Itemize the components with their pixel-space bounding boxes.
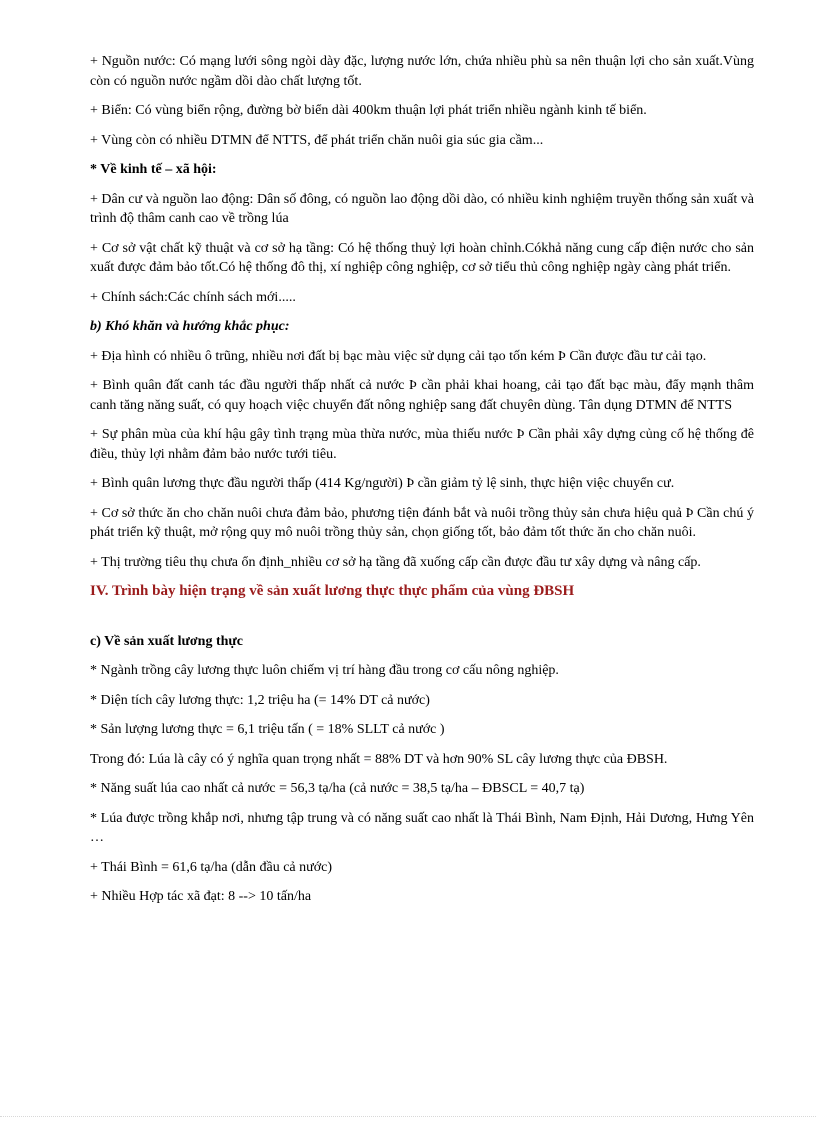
paragraph-rice-importance: Trong đó: Lúa là cây có ý nghĩa quan trọng nhất = 88% DT và hơn 90% SL cây lương thực của ĐBSH.	[90, 751, 668, 767]
paragraph-food-per-capita: + Bình quân lương thực đầu người thấp (414 Kg/người) Þ cần giảm tỷ lệ sinh, thực hiện việc chuyển cư.	[90, 476, 675, 491]
paragraph-sea: + Biển: Có vùng biển rộng, đường bờ biển dài 400km thuận lợi phát triển nhiều ngành kinh tế biển.	[90, 103, 647, 118]
page-bottom-divider	[0, 1116, 816, 1117]
paragraph-climate: + Sự phân mùa của khí hậu gây tình trạng mùa thừa nước, mùa thiếu nước Þ Cần phải xây dựng củng cố hệ thống đê điều, thủy lợi nhằm đảm bảo nước tưới tiêu.	[90, 427, 754, 462]
section-heading-socioeconomic: * Về kinh tế – xã hội:	[90, 162, 217, 177]
subsection-heading-food: c) Về sản xuất lương thực	[90, 633, 244, 649]
spacer	[90, 612, 754, 632]
paragraph-thai-binh: + Thái Bình = 61,6 tạ/ha (dẫn đầu cả nước)	[90, 859, 333, 875]
paragraph-cooperatives: + Nhiều Hợp tác xã đạt: 8 --> 10 tấn/ha	[90, 889, 312, 904]
paragraph-land-per-capita: + Bình quân đất canh tác đầu người thấp nhất cả nước Þ cần phải khai hoang, cải tạo đất bạc màu, đẩy mạnh thâm canh tăng năng suất, có quy hoạch việc chuyển đất nông nghiệp sang đất chuyên dùng. Tân dụng DTMN để NTTS	[90, 378, 754, 413]
document-page	[90, 52, 754, 917]
paragraph-area: * Diện tích cây lương thực: 1,2 triệu ha (= 14% DT cả nước)	[90, 692, 430, 708]
paragraph-crop-ranking: * Ngành trồng cây lương thực luôn chiếm vị trí hàng đầu trong cơ cấu nông nghiệp.	[90, 663, 559, 678]
paragraph-population-labor: + Dân cư và nguồn lao động: Dân số đông, có nguồn lao động dồi dào, có nhiều kinh nghiệm truyền thống sản xuất và trình độ thâm canh cao về trồng lúa	[90, 191, 754, 226]
paragraph-market: + Thị trường tiêu thụ chưa ổn định_nhiều cơ sở hạ tầng đã xuống cấp cần được đầu tư xây dựng và nâng cấp.	[90, 554, 701, 570]
paragraph-terrain: + Địa hình có nhiều ô trũng, nhiều nơi đất bị bạc màu việc sử dụng cải tạo tốn kém Þ Cần được đầu tư cải tạo.	[90, 348, 707, 364]
section-heading-difficulties: b) Khó khăn và hướng khắc phục:	[90, 319, 290, 334]
paragraph-policy: + Chính sách:Các chính sách mới.....	[90, 289, 296, 305]
paragraph-output: * Sản lượng lương thực = 6,1 triệu tấn ( = 18% SLLT cả nước )	[90, 722, 445, 737]
paragraph-water-source: + Nguồn nước: Có mạng lưới sông ngòi dày đặc, lượng nước lớn, chứa nhiều phù sa nên thuận lợi cho sản xuất.Vùng còn có nguồn nước ngầm dồi dào chất lượng tốt.	[90, 54, 754, 89]
paragraph-infrastructure: + Cơ sở vật chất kỹ thuật và cơ sở hạ tầng: Có hệ thống thuỷ lợi hoàn chỉnh.Cókhả năng cung cấp điện nước cho sản xuất được đảm bảo tốt.Có hệ thống đô thị, xí nghiệp công nghiệp, cơ sở tiểu thủ công nghiệp ngày càng phát triển.	[90, 240, 754, 275]
paragraph-rice-regions: * Lúa được trồng khắp nơi, nhưng tập trung và có năng suất cao nhất là Thái Bình, Nam Định, Hải Dương, Hưng Yên …	[90, 810, 754, 845]
paragraph-rice-yield: * Năng suất lúa cao nhất cả nước = 56,3 tạ/ha (cả nước = 38,5 tạ/ha – ĐBSCL = 40,7 tạ)	[90, 781, 585, 796]
paragraph-aquaculture: + Vùng còn có nhiều DTMN để NTTS, để phát triển chăn nuôi gia súc gia cầm...	[90, 132, 544, 148]
paragraph-livestock-feed: + Cơ sở thức ăn cho chăn nuôi chưa đảm bảo, phương tiện đánh bắt và nuôi trồng thủy sản chưa hiệu quả Þ Cần chú ý phát triển kỹ thuật, mở rộng quy mô nuôi trồng thủy sản, chọn giống tốt, bảo đảm tốt thức ăn cho chăn nuôi.	[90, 505, 754, 540]
section-heading-food-production: IV. Trình bày hiện trạng về sản xuất lương thực thực phẩm của vùng ĐBSH	[90, 583, 575, 599]
